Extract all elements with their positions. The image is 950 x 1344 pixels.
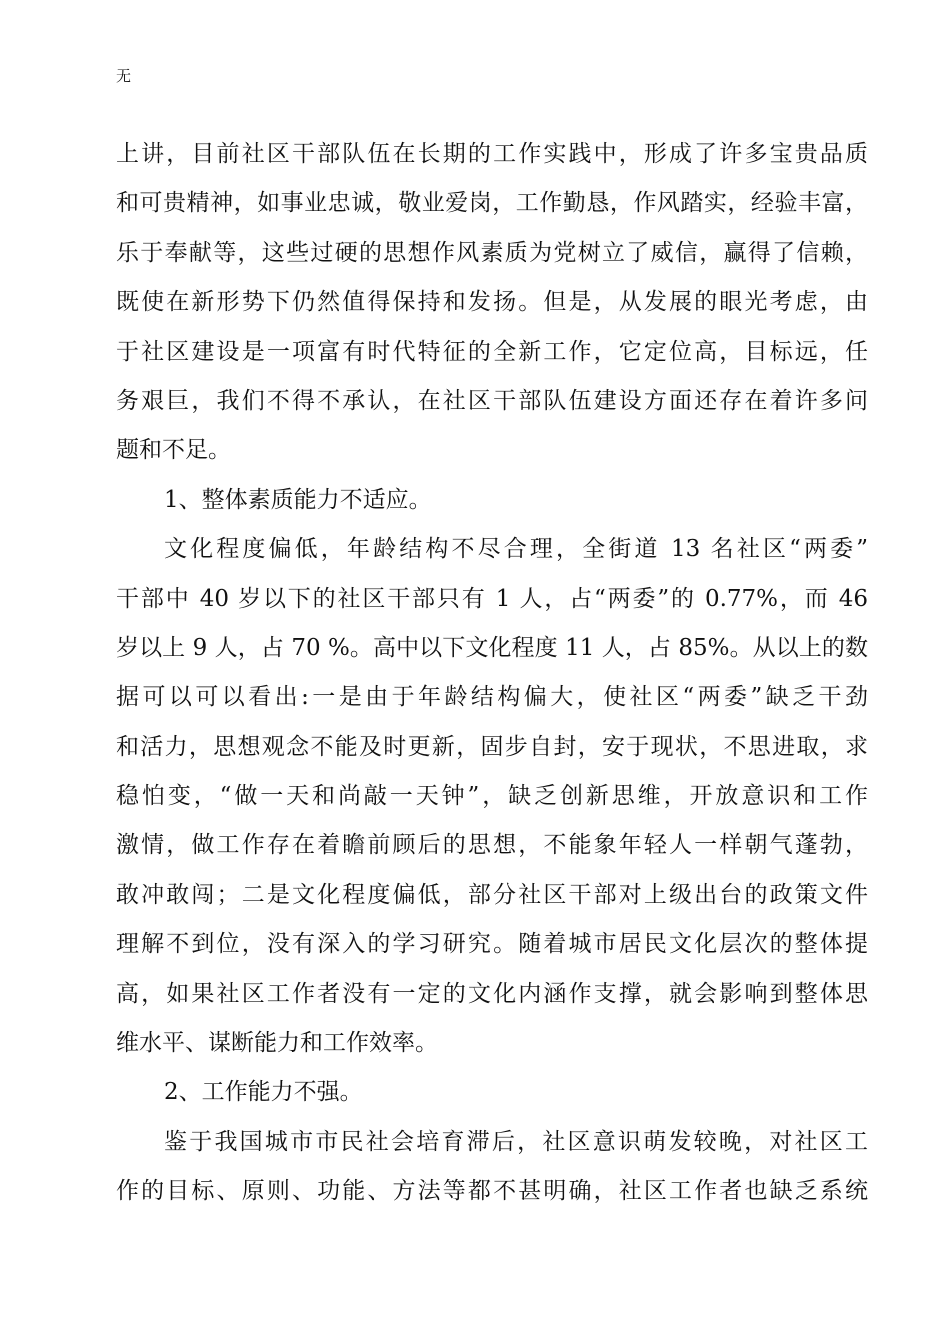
text-line: 2、工作能力不强。 xyxy=(164,1079,363,1106)
text-line: 岁以上 9 人，占 70 %。高中以下文化程度 11 人，占 85%。从以上的数 xyxy=(116,634,868,661)
text-line: 激情，做工作存在着瞻前顾后的思想，不能象年轻人一样朝气蓬勃， xyxy=(116,832,868,859)
text-line: 敢冲敢闯；二是文化程度偏低，部分社区干部对上级出台的政策文件 xyxy=(116,881,868,908)
text-line: 据可以可以看出:一是由于年龄结构偏大，使社区“两委”缺乏干劲 xyxy=(116,684,869,711)
text-line: 上讲，目前社区干部队伍在长期的工作实践中，形成了许多宝贵品质 xyxy=(116,141,868,167)
text-line: 稳怕变，“做一天和尚敲一天钟”，缺乏创新思维，开放意识和工作 xyxy=(116,783,868,810)
text-line: 和活力，思想观念不能及时更新，固步自封，安于现状，不思进取，求 xyxy=(116,733,868,760)
text-line: 务艰巨，我们不得不承认，在社区干部队伍建设方面还存在着许多问 xyxy=(116,387,868,414)
text-line: 1、整体素质能力不适应。 xyxy=(164,486,432,513)
text-line: 干部中 40 岁以下的社区干部只有 1 人，占“两委”的 0.77%，而 46 xyxy=(116,585,868,612)
text-line: 鉴于我国城市市民社会培育滞后，社区意识萌发较晚，对社区工 xyxy=(164,1128,868,1155)
text-line: 维水平、谋断能力和工作效率。 xyxy=(116,1030,438,1057)
text-line: 于社区建设是一项富有时代特征的全新工作，它定位高，目标远，任 xyxy=(116,338,868,365)
body-text xyxy=(116,130,868,1217)
text-line: 和可贵精神，如事业忠诚，敬业爱岗，工作勤恳，作风踏实，经验丰富， xyxy=(116,190,868,217)
text-line: 乐于奉献等，这些过硬的思想作风素质为党树立了威信，赢得了信赖， xyxy=(116,239,868,266)
text-line: 文化程度偏低，年龄结构不尽合理，全街道 13 名社区“两委” xyxy=(164,536,868,563)
text-line: 理解不到位，没有深入的学习研究。随着城市居民文化层次的整体提 xyxy=(116,931,868,958)
text-line: 作的目标、原则、功能、方法等都不甚明确，社区工作者也缺乏系统 xyxy=(116,1178,868,1205)
text-line: 既使在新形势下仍然值得保持和发扬。但是，从发展的眼光考虑，由 xyxy=(116,289,868,316)
text-line: 高，如果社区工作者没有一定的文化内涵作支撑，就会影响到整体思 xyxy=(116,980,868,1007)
text-line: 题和不足。 xyxy=(116,437,231,464)
page-header: 无 xyxy=(116,67,132,85)
